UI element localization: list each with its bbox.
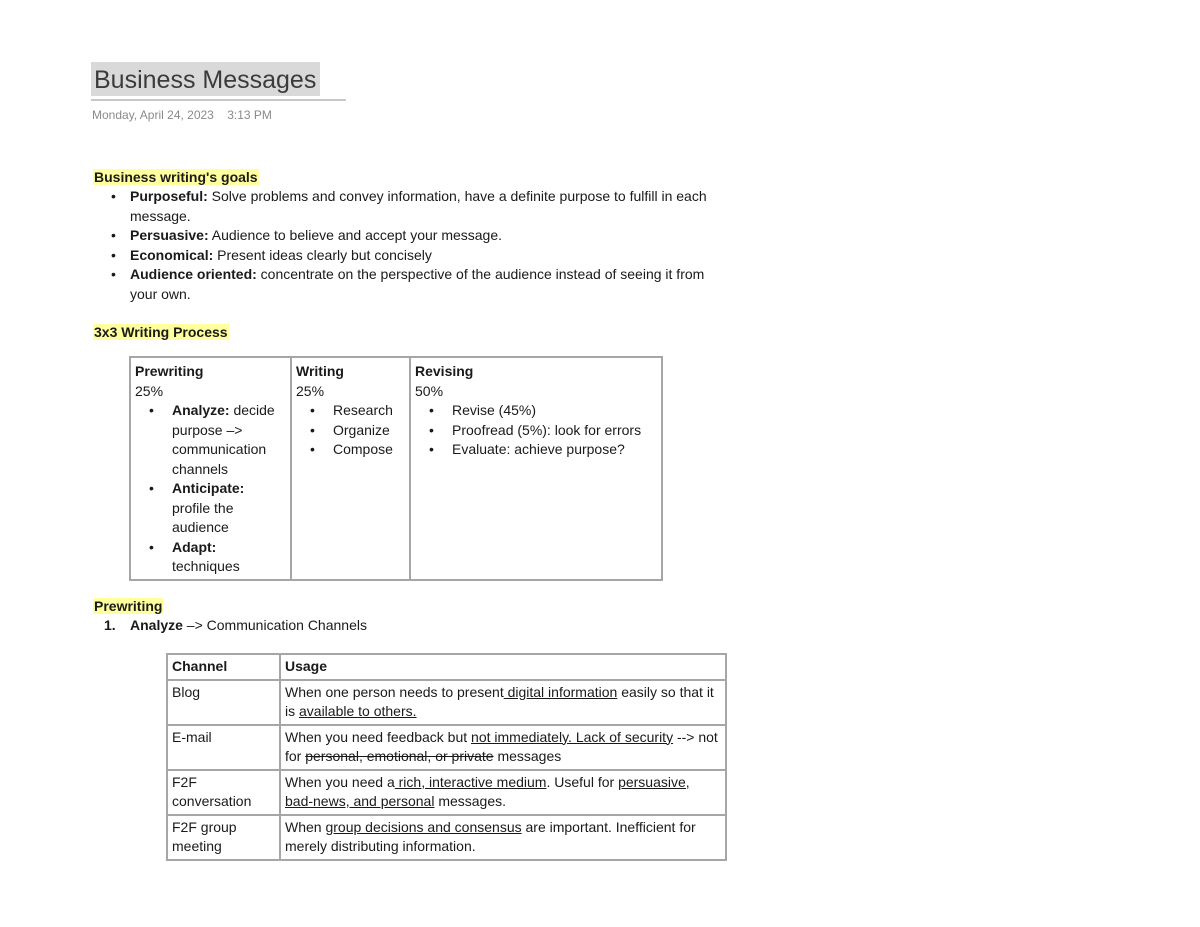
usage-text: messages. — [434, 793, 507, 809]
usage-cell[interactable] — [280, 815, 726, 860]
prewriting-cell[interactable] — [130, 357, 291, 580]
analyze-term: Analyze — [130, 617, 183, 633]
column-header-usage[interactable]: Usage — [280, 654, 726, 680]
cell-percent: 25% — [296, 382, 325, 399]
list-item — [415, 401, 656, 421]
table-row — [167, 725, 726, 770]
list-item — [296, 421, 404, 441]
usage-underline: not immediately. Lack of security — [471, 728, 674, 745]
usage-underline: digital information — [503, 683, 618, 700]
item-term: Anticipate: — [172, 480, 245, 496]
bullet-icon: • — [310, 402, 315, 418]
table-row — [167, 680, 726, 725]
goal-term: Purposeful: — [130, 188, 208, 204]
item-text: Research — [333, 402, 393, 418]
page-title-container — [91, 62, 346, 101]
item-term: Adapt: — [172, 538, 217, 555]
usage-cell[interactable] — [280, 680, 726, 725]
item-text: profile the audience — [172, 499, 234, 535]
item-text: techniques — [172, 558, 240, 574]
usage-strikethrough: personal, emotional, or private — [305, 748, 494, 764]
list-item — [93, 226, 733, 246]
cell-percent: 25% — [135, 382, 164, 399]
usage-text: messages — [493, 748, 562, 764]
list-item — [135, 479, 285, 538]
item-text: Evaluate: achieve purpose? — [452, 441, 625, 457]
page-title[interactable]: Business Messages — [91, 62, 320, 96]
bullet-icon: • — [111, 227, 116, 243]
usage-cell[interactable] — [280, 770, 726, 815]
cell-title: Revising — [415, 363, 474, 379]
prewriting-heading: Prewriting — [94, 598, 163, 614]
usage-cell[interactable] — [280, 725, 726, 770]
page-time: 3:13 PM — [227, 108, 272, 122]
usage-text: When you need feedback but — [285, 728, 472, 745]
cell-title: Writing — [296, 363, 344, 379]
channel-cell[interactable]: F2F conversation — [167, 770, 280, 815]
numbered-list-item — [104, 616, 367, 635]
goal-term: Audience oriented: — [130, 266, 257, 282]
usage-text: . Useful for — [546, 773, 619, 790]
item-term: Analyze: — [172, 402, 230, 418]
item-text: Compose — [333, 441, 393, 457]
table-row — [167, 815, 726, 860]
channels-table — [166, 653, 727, 861]
usage-text: easily so that it is — [285, 683, 714, 719]
list-item — [93, 246, 733, 266]
list-item — [296, 401, 404, 421]
usage-underline: persuasive, bad-news, and personal — [285, 773, 690, 809]
bullet-icon: • — [111, 188, 116, 204]
cell-percent: 50% — [415, 382, 444, 399]
list-item — [296, 440, 404, 460]
item-text: decide purpose –> communication channels — [172, 402, 275, 477]
page-date: Monday, April 24, 2023 — [92, 108, 214, 122]
process-heading-row — [93, 323, 229, 342]
bullet-icon: • — [310, 441, 315, 457]
usage-underline: rich, interactive medium — [394, 773, 547, 790]
item-text: Proofread (5%): look for errors — [452, 421, 642, 438]
prewriting-heading-row — [93, 597, 163, 616]
goal-term: Economical: — [130, 246, 214, 263]
bullet-icon: • — [149, 480, 154, 496]
table-header-row — [167, 654, 726, 680]
list-item — [93, 265, 733, 304]
goals-heading: Business writing's goals — [94, 169, 258, 185]
goal-text: Solve problems and convey information, have a definite purpose to fulfill in each message. — [130, 188, 707, 224]
list-item — [415, 421, 656, 441]
analyze-text: –> Communication Channels — [182, 617, 367, 633]
bullet-icon: • — [429, 421, 434, 438]
goal-text: Audience to believe and accept your message. — [208, 227, 503, 243]
list-item — [415, 440, 656, 460]
channel-cell[interactable]: E-mail — [167, 725, 280, 770]
item-text: Revise (45%) — [452, 402, 537, 418]
bullet-icon: • — [310, 421, 315, 438]
cell-title: Prewriting — [135, 363, 204, 379]
list-item — [93, 187, 733, 226]
item-text: Organize — [333, 421, 390, 438]
goal-term: Persuasive: — [130, 227, 209, 243]
usage-text: When you need a — [285, 773, 395, 790]
bullet-icon: • — [149, 538, 154, 555]
goals-heading-row — [93, 168, 259, 187]
usage-text: When one person needs to present — [285, 683, 504, 700]
bullet-icon: • — [111, 246, 116, 263]
goals-list — [93, 187, 733, 304]
column-header-channel[interactable]: Channel — [167, 654, 280, 680]
process-heading: 3x3 Writing Process — [94, 324, 228, 340]
writing-cell[interactable] — [291, 357, 410, 580]
usage-text: are important. Inefficient for merely distributing information. — [285, 818, 696, 854]
list-item — [135, 538, 285, 577]
goal-text: concentrate on the perspective of the audience instead of seeing it from your own. — [130, 266, 705, 302]
bullet-icon: • — [149, 402, 154, 418]
bullet-icon: • — [429, 441, 434, 457]
usage-underline: group decisions and consensus — [325, 818, 522, 835]
channel-cell[interactable]: Blog — [167, 680, 280, 725]
bullet-icon: • — [429, 402, 434, 418]
table-row — [167, 770, 726, 815]
writing-process-table — [129, 356, 663, 581]
channel-cell[interactable]: F2F group meeting — [167, 815, 280, 860]
usage-text: When — [285, 818, 326, 835]
goal-text: Present ideas clearly but concisely — [213, 246, 432, 263]
usage-underline: available to others. — [299, 703, 417, 719]
list-number: 1. — [104, 617, 116, 633]
revising-cell[interactable] — [410, 357, 662, 580]
page-datetime — [92, 108, 282, 122]
usage-text: --> not for — [285, 728, 718, 764]
table-row — [130, 357, 662, 580]
list-item — [135, 401, 285, 479]
bullet-icon: • — [111, 266, 116, 282]
